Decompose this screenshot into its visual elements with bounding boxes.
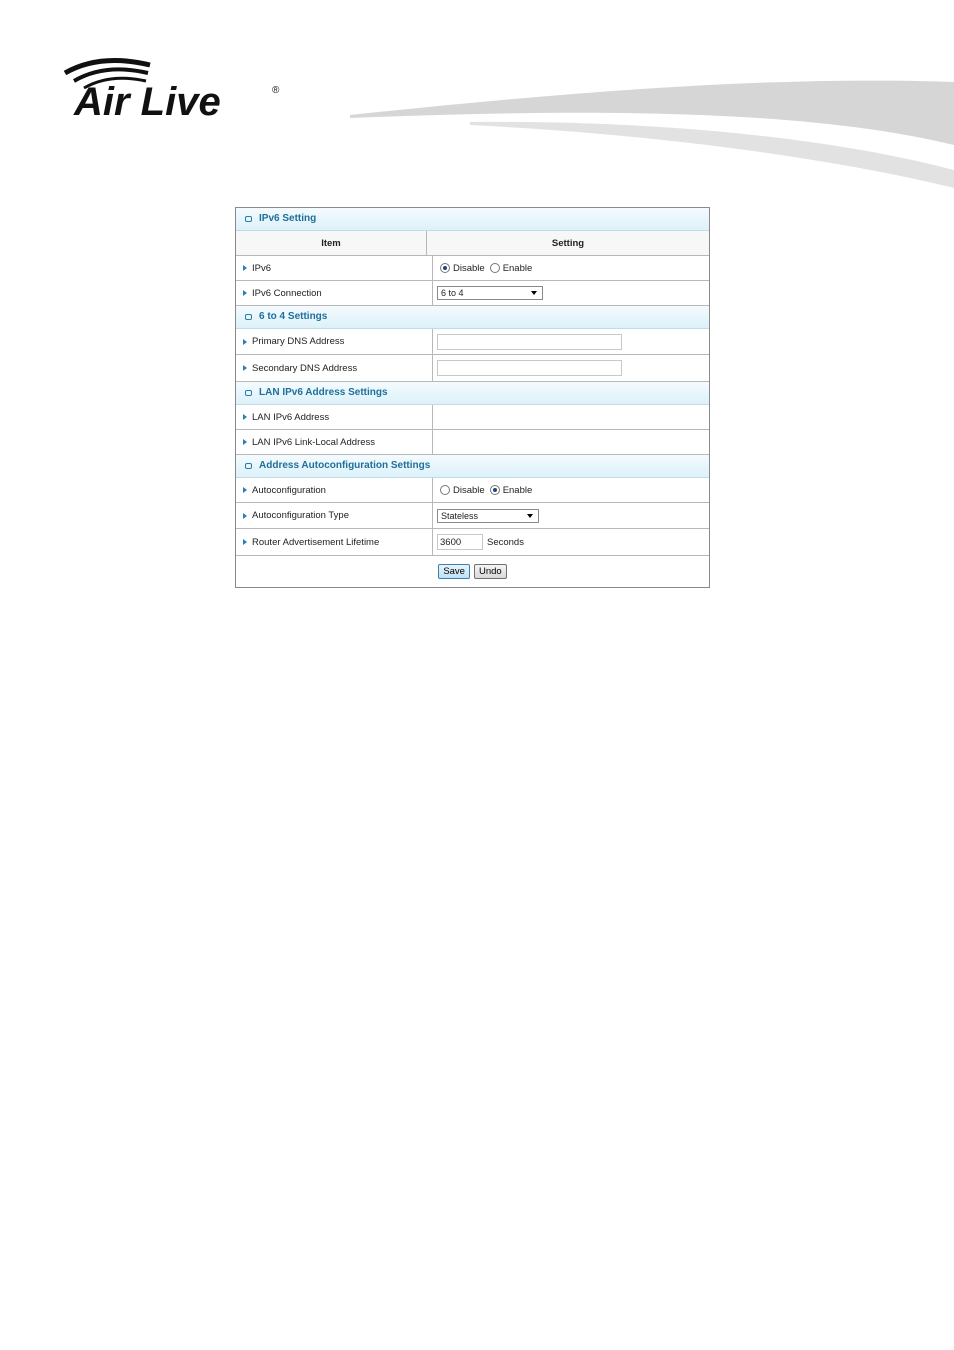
secondary-dns-input[interactable] (437, 360, 622, 376)
arrow-icon (243, 290, 247, 296)
section-title: IPv6 Setting (259, 213, 317, 224)
chevron-down-icon (531, 291, 537, 295)
arrow-icon (243, 539, 247, 545)
arrow-icon (243, 439, 247, 445)
ipv6-label: IPv6 (252, 262, 272, 274)
router-adv-lifetime-row (236, 529, 709, 556)
secondary-dns-row (236, 355, 709, 382)
ipv6-connection-row (236, 281, 709, 306)
ipv6-connection-value: 6 to 4 (441, 288, 464, 298)
column-header-item: Item (236, 231, 427, 255)
section-title: 6 to 4 Settings (259, 311, 328, 322)
primary-dns-input[interactable] (437, 334, 622, 350)
save-button[interactable]: Save (438, 564, 470, 579)
section-title: LAN IPv6 Address Settings (259, 387, 388, 398)
lifetime-unit-label: Seconds (487, 536, 524, 548)
ipv6-connection-label: IPv6 Connection (252, 287, 322, 299)
primary-dns-row (236, 329, 709, 355)
arrow-icon (243, 513, 247, 519)
lan-ipv6-address-label: LAN IPv6 Address (252, 411, 330, 423)
ipv6-disable-label: Disable (453, 262, 485, 274)
decorative-swoosh (340, 70, 954, 200)
ipv6-settings-panel (235, 207, 710, 588)
lan-ipv6-link-local-label: LAN IPv6 Link-Local Address (252, 436, 376, 448)
arrow-icon (243, 414, 247, 420)
ipv6-connection-select[interactable] (437, 286, 543, 300)
secondary-dns-label: Secondary DNS Address (252, 362, 358, 374)
lan-ipv6-address-row (236, 405, 709, 430)
button-row (236, 556, 709, 587)
section-header-ipv6 (236, 208, 709, 231)
lan-ipv6-address-value (433, 405, 709, 429)
autoconf-enable-radio[interactable] (490, 485, 500, 495)
ipv6-disable-radio[interactable] (440, 263, 450, 273)
lan-ipv6-link-local-value (433, 430, 709, 454)
airlive-logo (60, 55, 290, 125)
autoconf-disable-label: Disable (453, 484, 485, 496)
arrow-icon (243, 365, 247, 371)
chevron-down-icon (527, 514, 533, 518)
autoconfiguration-type-value: Stateless (441, 510, 479, 521)
column-header-setting: Setting (551, 237, 585, 249)
autoconf-enable-label: Enable (502, 484, 533, 496)
primary-dns-label: Primary DNS Address (252, 336, 345, 347)
autoconf-disable-radio[interactable] (440, 485, 450, 495)
undo-button[interactable]: Undo (474, 564, 507, 579)
autoconfiguration-type-row (236, 503, 709, 529)
arrow-icon (243, 487, 247, 493)
ipv6-row (236, 256, 709, 281)
arrow-icon (243, 339, 247, 345)
section-title: Address Autoconfiguration Settings (259, 460, 431, 471)
autoconfiguration-row (236, 478, 709, 503)
section-bullet-icon (245, 216, 252, 222)
lan-ipv6-link-local-row (236, 430, 709, 455)
ipv6-enable-label: Enable (502, 262, 533, 274)
ipv6-enable-radio[interactable] (490, 263, 500, 273)
autoconfiguration-type-select[interactable] (437, 509, 539, 523)
section-header-lan-ipv6 (236, 382, 709, 405)
column-header-row (236, 231, 709, 256)
section-bullet-icon (245, 314, 252, 320)
section-bullet-icon (245, 390, 252, 396)
section-bullet-icon (245, 463, 252, 469)
section-header-autoconf (236, 455, 709, 478)
svg-text:®: ® (272, 85, 280, 96)
arrow-icon (243, 265, 247, 271)
autoconfiguration-label: Autoconfiguration (252, 484, 326, 496)
autoconfiguration-type-label: Autoconfiguration Type (252, 510, 350, 521)
router-adv-lifetime-input[interactable]: 3600 (437, 534, 483, 550)
section-header-6to4 (236, 306, 709, 329)
svg-text:Air Live: Air Live (74, 80, 221, 124)
page-header (0, 0, 954, 200)
router-adv-lifetime-label: Router Advertisement Lifetime (252, 536, 380, 548)
